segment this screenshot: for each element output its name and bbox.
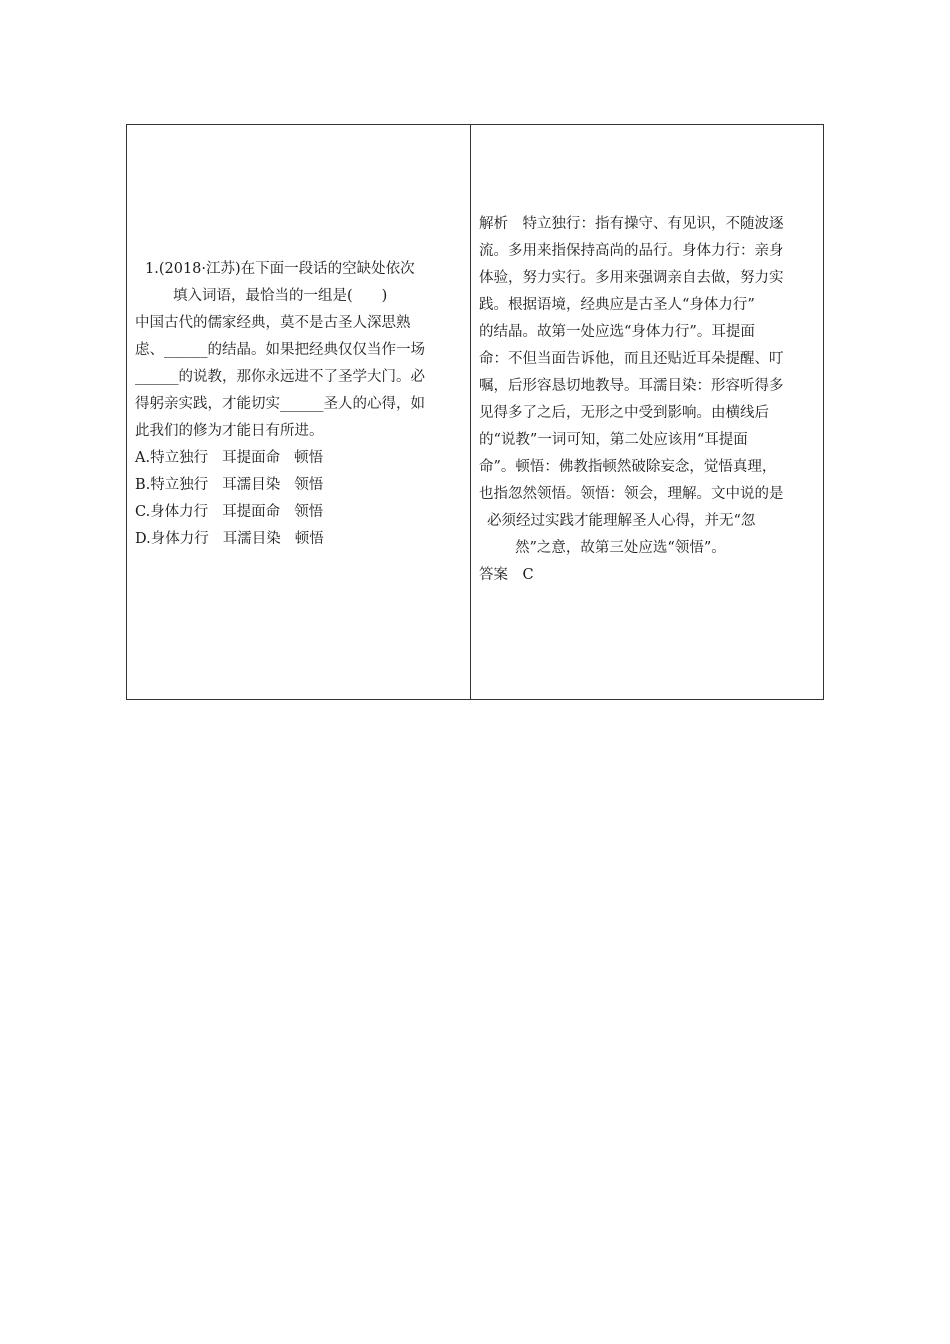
passage-line: 此我们的修为才能日有所进。 [135,423,324,439]
analysis-line: 然”之意，故第三处应选“领悟”。 [515,540,726,556]
option-a [135,445,467,472]
option-word: 特立独行 [150,477,209,493]
option-word: 领悟 [294,477,324,493]
analysis-cell [471,125,823,699]
option-word: 顿悟 [294,450,324,466]
option-word: 身体力行 [150,504,209,520]
question-stem-line: 填入词语，最恰当的一组是( ) [173,288,388,304]
analysis-line: 解析 特立独行：指有操守、有见识，不随波逐 [479,216,784,232]
analysis-line: 命”。顿悟：佛教指顿然破除妄念，觉悟真理， [479,459,777,475]
option-c [135,499,467,526]
option-label: D. [135,531,151,547]
analysis-line: 必须经过实践才能理解圣人心得，并无“忽 [487,513,756,529]
option-word: 耳提面命 [222,450,281,466]
option-b [135,472,467,499]
passage-line: 虑、______的结晶。如果把经典仅仅当作一场 [135,342,425,358]
question-stem-line: 1.(2018·江苏)在下面一段话的空缺处依次 [145,261,415,277]
option-word: 顿悟 [294,531,324,547]
analysis-line: 践。根据语境，经典应是古圣人“身体力行” [479,297,755,313]
question-block [135,256,467,553]
analysis-line: 嘱，后形容恳切地教导。耳濡目染：形容听得多 [479,378,784,394]
analysis-line: 命：不但当面告诉他，而且还贴近耳朵提醒、叮 [479,351,784,367]
option-label: B. [135,477,151,493]
option-label: C. [135,504,151,520]
analysis-line: 也指忽然领悟。领悟：领会，理解。文中说的是 [479,486,784,502]
analysis-block [479,211,819,589]
analysis-line: 体验，努力实行。多用来强调亲自去做，努力实 [479,270,784,286]
option-label: A. [135,450,151,466]
analysis-line: 见得多了之后，无形之中受到影响。由横线后 [479,405,769,421]
question-cell [127,125,471,699]
passage-line: ______的说教，那你永远进不了圣学大门。必 [135,369,425,385]
passage-line: 中国古代的儒家经典，莫不是古圣人深思熟 [135,315,411,331]
option-word: 特立独行 [150,450,209,466]
option-d [135,526,467,553]
option-word: 耳濡目染 [222,531,281,547]
analysis-line: 的结晶。故第一处应选“身体力行”。耳提面 [479,324,755,340]
analysis-line: 的“说教”一词可知，第二处应该用“耳提面 [479,432,748,448]
passage-line: 得躬亲实践，才能切实______圣人的心得，如 [135,396,425,412]
question-table [126,124,824,700]
option-word: 耳濡目染 [222,477,281,493]
analysis-line: 流。多用来指保持高尚的品行。身体力行：亲身 [479,243,784,259]
answer-line: 答案 C [479,567,534,583]
option-word: 领悟 [294,504,324,520]
option-word: 身体力行 [150,531,209,547]
option-word: 耳提面命 [222,504,281,520]
